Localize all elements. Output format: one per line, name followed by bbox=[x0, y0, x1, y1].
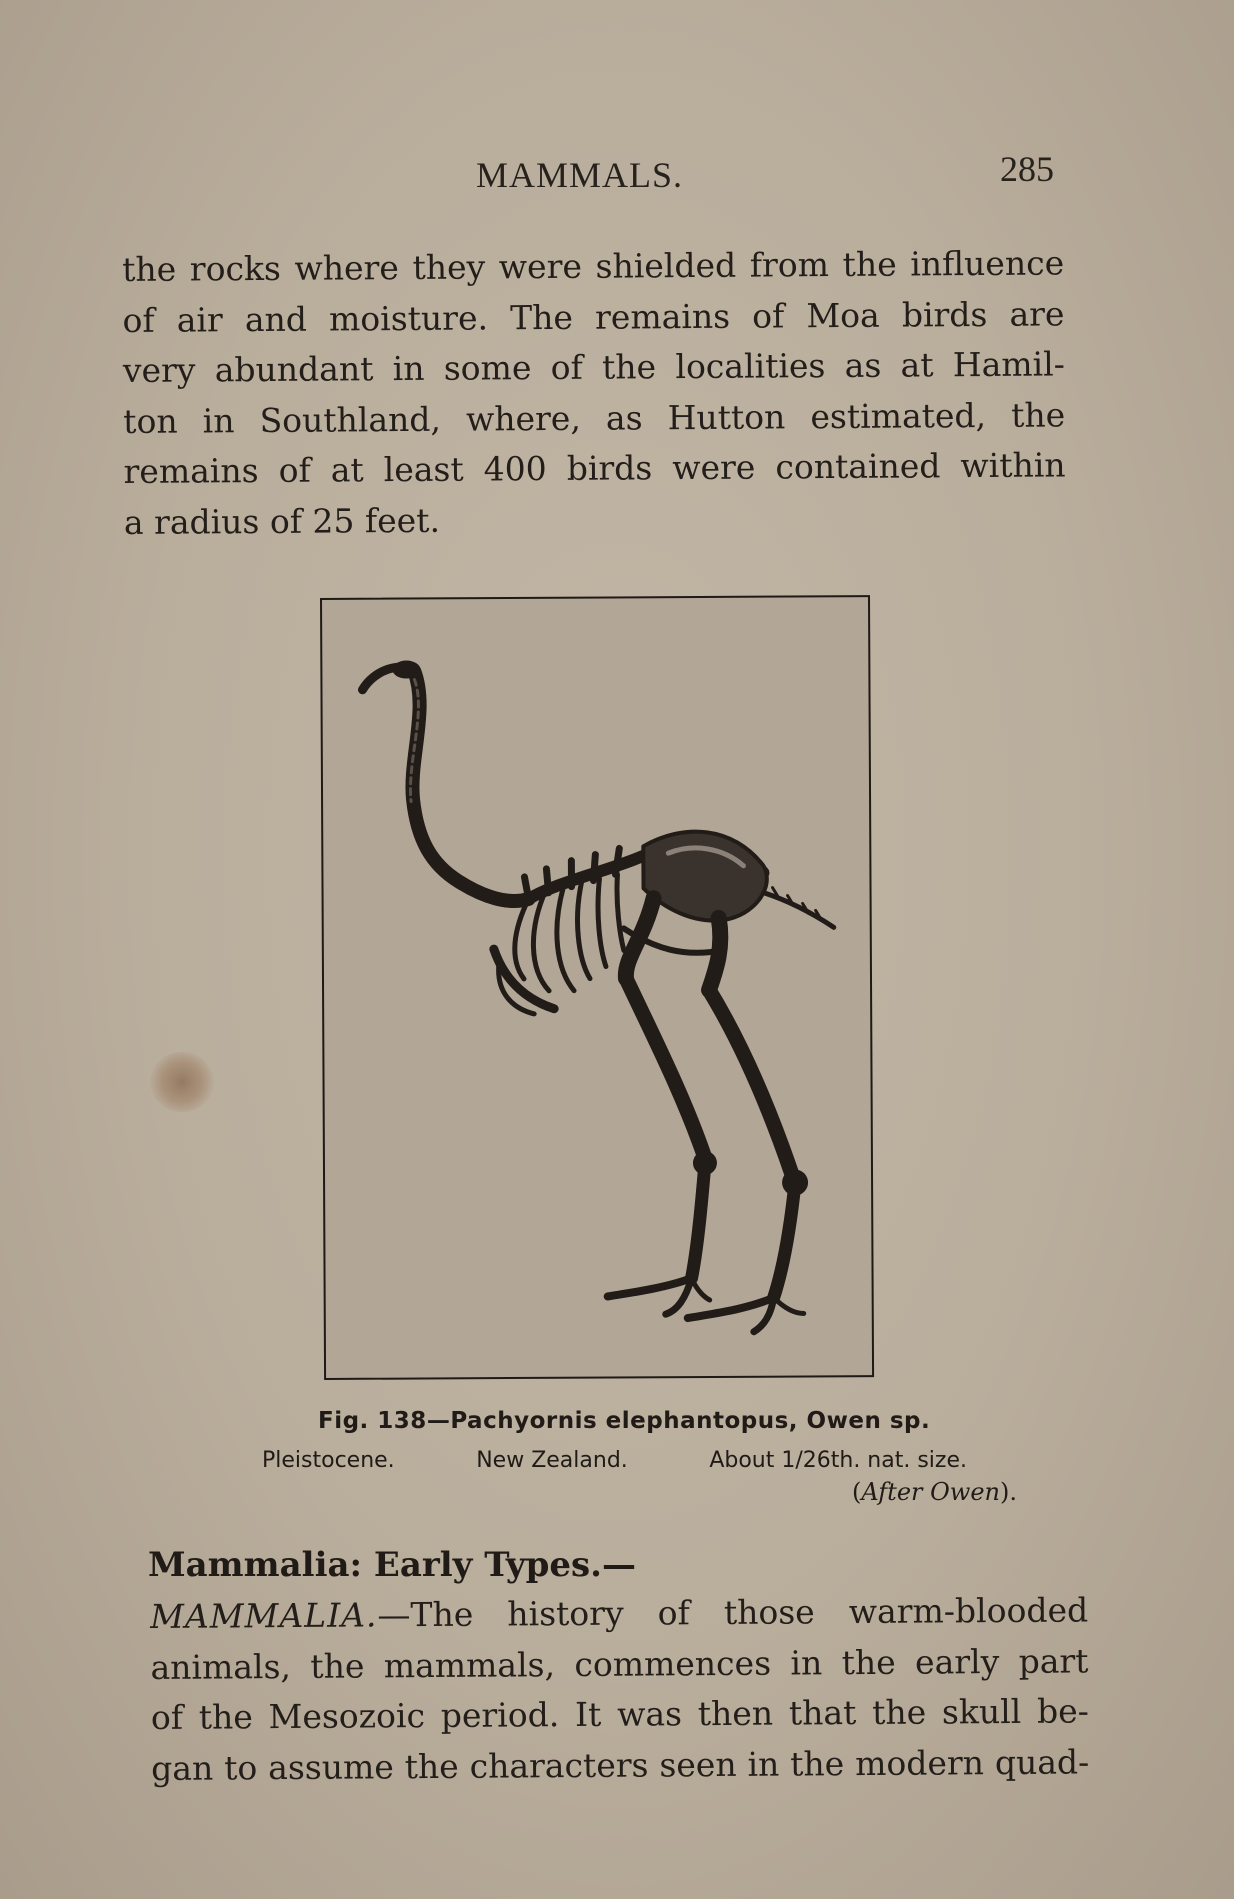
text-line: animals, the mammals, commences in the early part bbox=[150, 1640, 1089, 1687]
paragraph-mammalia bbox=[150, 1585, 1089, 1794]
text-line: a radius of 25 feet. bbox=[123, 500, 441, 542]
figure-caption-details bbox=[262, 1448, 967, 1473]
running-title: MAMMALS. bbox=[476, 155, 684, 195]
text-fragment: —The history of those warm-blooded bbox=[377, 1590, 1089, 1635]
page-number: 285 bbox=[1000, 149, 1054, 189]
page-header bbox=[0, 148, 1234, 198]
figure-138-frame bbox=[320, 595, 874, 1380]
paper-stain bbox=[150, 1052, 214, 1112]
lead-term: MAMMALIA. bbox=[150, 1595, 378, 1636]
section-heading: Mammalia: Early Types.— bbox=[148, 1545, 636, 1585]
caption-epoch: Pleistocene. bbox=[262, 1448, 395, 1473]
caption-scale: About 1/26th. nat. size. bbox=[709, 1448, 967, 1473]
text-line: of the Mesozoic period. It was then that the skull be- bbox=[150, 1691, 1089, 1737]
text-line: of air and moisture. The remains of Moa birds are bbox=[122, 293, 1065, 340]
paragraph-moa-remains bbox=[122, 238, 1066, 548]
text-line: remains of at least 400 birds were contained within bbox=[123, 445, 1066, 491]
figure-attribution bbox=[852, 1478, 1017, 1506]
text-line bbox=[150, 1585, 1088, 1642]
attribution-open: ( bbox=[852, 1478, 862, 1506]
text-line: the rocks where they were shielded from the influence bbox=[122, 243, 1065, 289]
text-line: ton in Southland, where, as Hutton estimated, the bbox=[123, 394, 1066, 441]
moa-skeleton-illustration bbox=[322, 597, 872, 1378]
text-line: very abundant in some of the localities as at Hamil- bbox=[122, 344, 1065, 390]
caption-region: New Zealand. bbox=[476, 1448, 628, 1473]
attribution-name: After Owen bbox=[861, 1478, 1000, 1506]
figure-caption-title: Fig. 138—Pachyornis elephantopus, Owen sp. bbox=[318, 1408, 931, 1434]
attribution-close: ). bbox=[1000, 1478, 1017, 1506]
text-line: gan to assume the characters seen in the modern quad- bbox=[151, 1741, 1090, 1788]
